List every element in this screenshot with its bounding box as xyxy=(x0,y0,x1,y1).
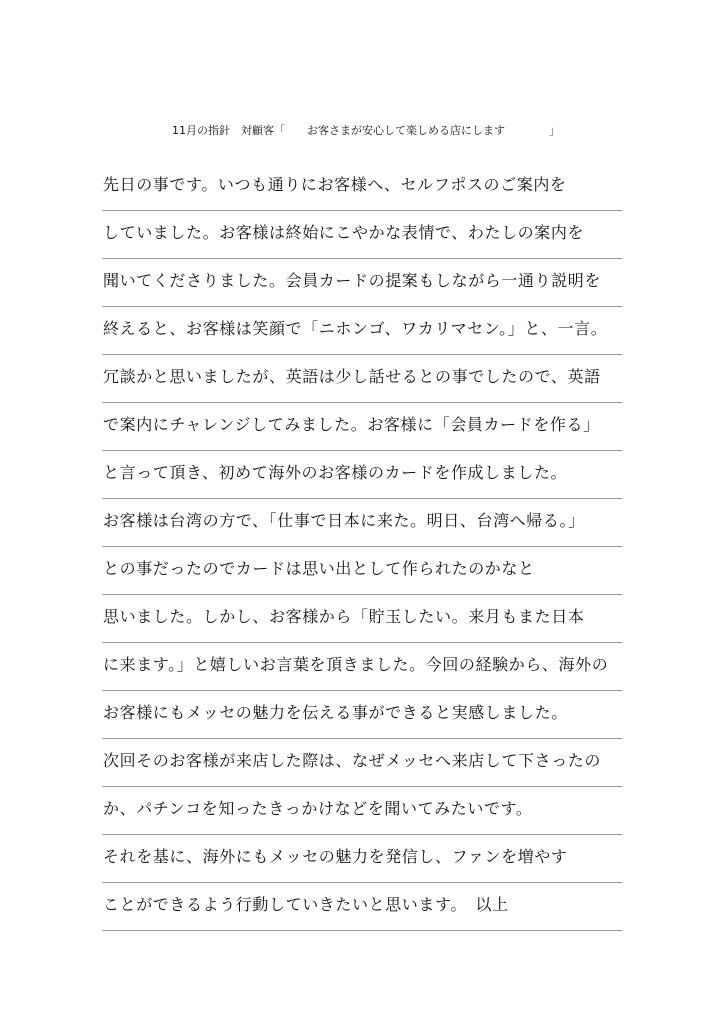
ruled-line xyxy=(102,886,622,931)
text-line: 終えると、お客様は笑顔で「ニホンゴ、ワカリマセン。」と、一言。 xyxy=(103,319,608,338)
ruled-line xyxy=(102,646,622,691)
ruled-line xyxy=(102,598,622,643)
document-title: 11月の指針 対顧客「 お客さまが安心して楽しめる店にします 」 xyxy=(172,124,560,137)
text-line: 聞いてくださりました。会員カードの提案もしながら一通り説明を xyxy=(103,271,602,290)
ruled-line xyxy=(102,262,622,307)
ruled-line xyxy=(102,550,622,595)
text-line: に来ます。」と嬉しいお言葉を頂きました。今回の経験から、海外の xyxy=(103,655,609,674)
ruled-line xyxy=(102,502,622,547)
ruled-text-block xyxy=(102,166,622,934)
text-line: していました。お客様は終始にこやかな表情で、わたしの案内を xyxy=(103,223,585,242)
ruled-line xyxy=(102,214,622,259)
ruled-line xyxy=(102,358,622,403)
text-line: お客様にもメッセの魅力を伝える事ができると実感しました。 xyxy=(103,703,568,722)
ruled-line xyxy=(102,790,622,835)
ruled-line xyxy=(102,166,622,211)
text-line: 思いました。しかし、お客様から「貯玉したい。来月もまた日本 xyxy=(103,607,585,626)
text-line: 先日の事です。いつも通りにお客様へ、セルフポスのご案内を xyxy=(103,175,567,194)
ruled-line xyxy=(102,694,622,739)
text-line: お客様は台湾の方で、「仕事で日本に来た。明日、台湾へ帰る。」 xyxy=(103,511,585,530)
ruled-line xyxy=(102,406,622,451)
text-line: 次回そのお客様が来店した際は、なぜメッセへ来店して下さったの xyxy=(103,751,602,770)
text-line: で案内にチャレンジしてみました。お客様に「会員カードを作る」 xyxy=(103,415,600,434)
text-line: か、パチンコを知ったきっかけなどを聞いてみたいです。 xyxy=(103,799,533,818)
ruled-line xyxy=(102,310,622,355)
ruled-line xyxy=(102,454,622,499)
ruled-line xyxy=(102,742,622,787)
ruled-line xyxy=(102,838,622,883)
text-line: ことができるよう行動していきたいと思います。 以上 xyxy=(103,895,509,914)
text-line: との事だったのでカードは思い出として作られたのかなと xyxy=(103,559,535,578)
text-line: 冗談かと思いましたが、英語は少し話せるとの事でしたので、英語 xyxy=(103,367,601,386)
text-line: と言って頂き、初めて海外のお客様のカードを作成しました。 xyxy=(103,463,568,482)
text-line: それを基に、海外にもメッセの魅力を発信し、ファンを増やす xyxy=(103,847,568,866)
